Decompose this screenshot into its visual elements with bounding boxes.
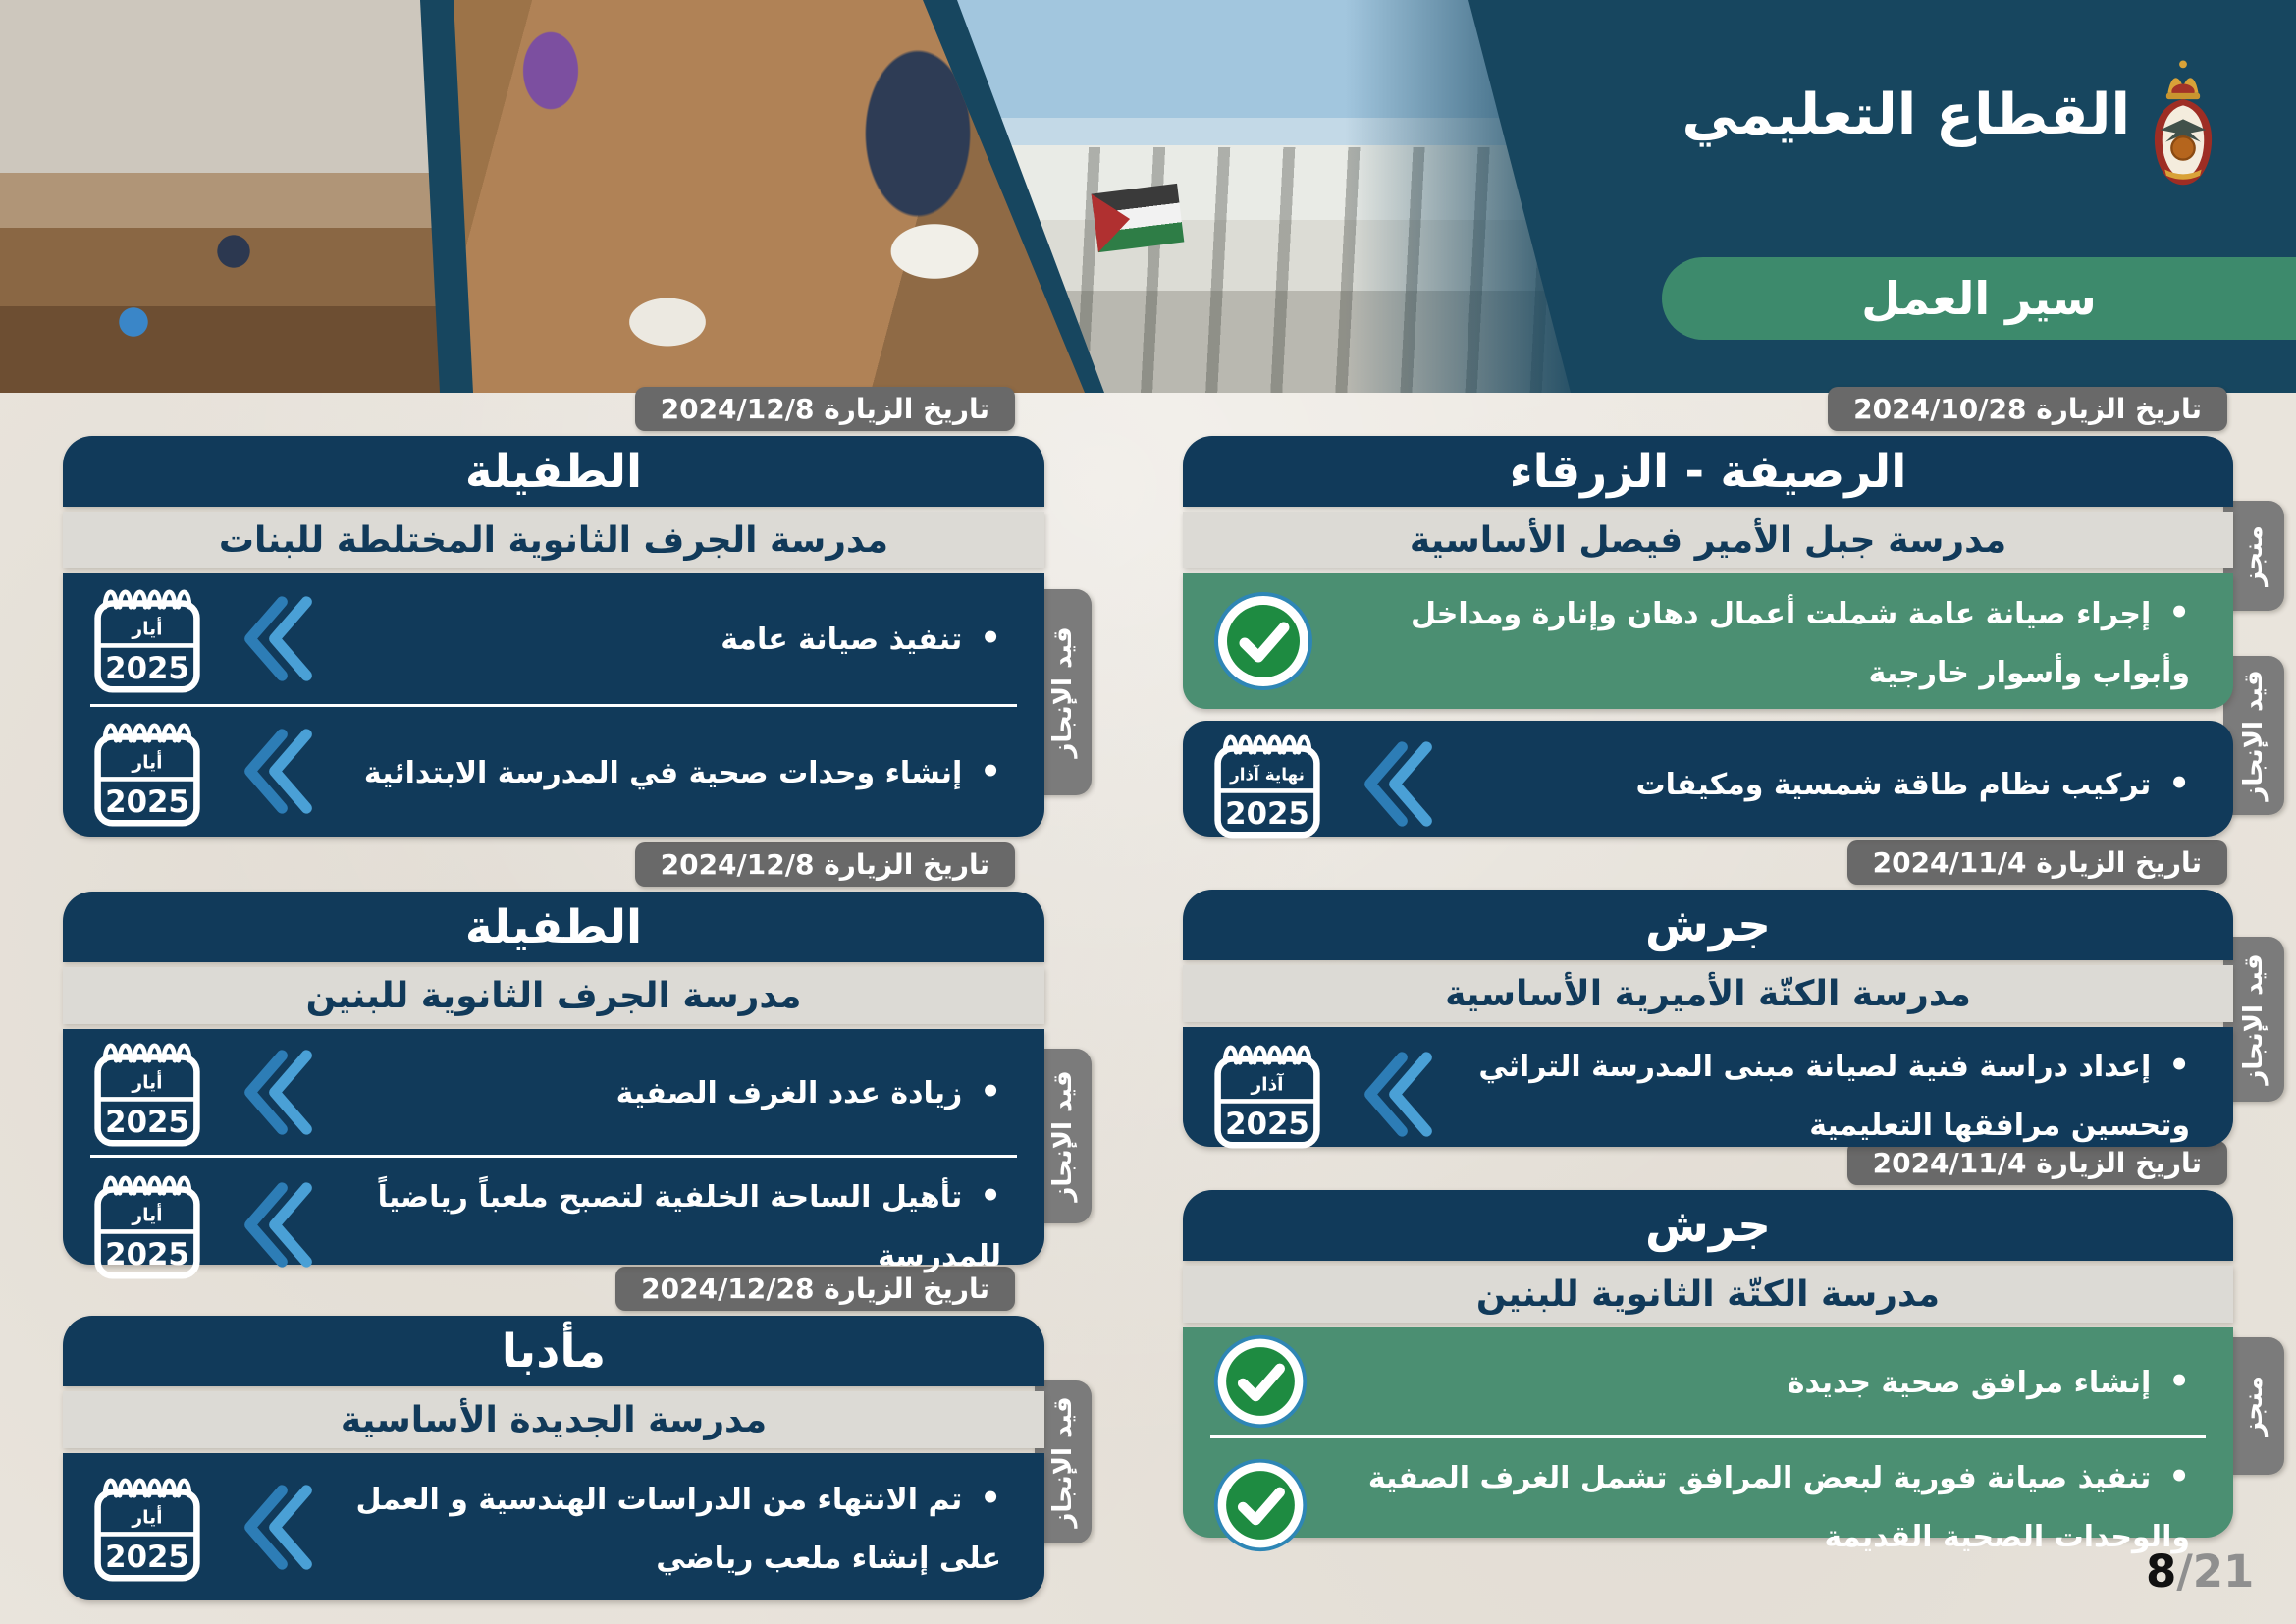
- card-city-title: الرصيفة - الزرقاء: [1183, 436, 2233, 507]
- visit-date-badge: تاريخ الزيارة 2024/11/4: [1847, 840, 2227, 885]
- school-card-jerash-secondary: [1183, 1147, 2269, 1555]
- check-circle-icon: [1212, 1457, 1308, 1553]
- task-text: •تنفيذ صيانة عامة: [721, 619, 1001, 659]
- svg-text:2025: 2025: [105, 1237, 189, 1273]
- double-chevron-icon: [238, 1481, 314, 1574]
- double-chevron-icon: [238, 725, 314, 818]
- bullet: •: [2168, 1046, 2190, 1085]
- calendar-icon: [92, 715, 202, 829]
- task-text: •تأهيل الساحة الخلفية لتصبح ملعباً رياضياً للمدرسة: [377, 1176, 1001, 1274]
- task-text: •إعداد دراسة فنية لصيانة مبنى المدرسة التراثي وتحسين مرافقها التعليمية: [1478, 1046, 2190, 1144]
- card-city-title: جرش: [1183, 890, 2233, 960]
- page-current: 8: [2146, 1545, 2177, 1597]
- status-tab-in-progress: قيد الإنجاز: [1035, 1049, 1092, 1223]
- status-tab-in-progress: قيد الإنجاز: [1035, 1380, 1092, 1543]
- task-text: •تنفيذ صيانة فورية لبعض المرافق تشمل الغرف الصفية والوحدات الصحية القديمة: [1367, 1457, 2190, 1555]
- visit-date-badge: تاريخ الزيارة 2024/12/8: [635, 387, 1015, 431]
- task-row: [63, 1453, 1044, 1600]
- task-row: [1183, 1438, 2233, 1573]
- task-text: •إنشاء وحدات صحية في المدرسة الابتدائية: [363, 751, 1001, 791]
- calendar-icon: [92, 1035, 202, 1149]
- svg-text:آذار: آذار: [1251, 1074, 1284, 1096]
- svg-text:2025: 2025: [1225, 796, 1309, 833]
- check-circle-icon: [1212, 590, 1314, 692]
- card-school-name: مدرسة الجرف الثانوية للبنين: [63, 967, 1044, 1024]
- task-row: [1183, 1327, 2233, 1435]
- bullet: •: [2168, 763, 2190, 803]
- status-tab-done: منجز: [2223, 1337, 2284, 1475]
- svg-text:أيار: أيار: [132, 1205, 163, 1226]
- svg-text:2025: 2025: [105, 651, 189, 687]
- svg-text:2025: 2025: [105, 1540, 189, 1576]
- school-card-jerash-amiriya: [1183, 846, 2269, 1147]
- task-text: •إجراء صيانة عامة شملت أعمال دهان وإنارة ومداخل وأبواب وأسوار خارجية: [1410, 592, 2190, 690]
- in-progress-task-section: [1183, 721, 2233, 837]
- school-card-rusaifa-zarqa: [1183, 393, 2269, 837]
- svg-text:أيار: أيار: [132, 1507, 163, 1529]
- page-title: القطاع التعليمي: [1682, 82, 2130, 147]
- task-row: [63, 1029, 1044, 1155]
- bullet: •: [980, 619, 1001, 659]
- school-card-tafileh-girls: [63, 393, 1078, 837]
- calendar-icon: [92, 1470, 202, 1584]
- in-progress-task-section: [63, 573, 1044, 837]
- task-row: [63, 573, 1044, 704]
- card-school-name: مدرسة الكتّة الثانوية للبنين: [1183, 1266, 2233, 1323]
- task-text: •تركيب نظام طاقة شمسية ومكيفات: [1635, 763, 2190, 803]
- task-row: [1183, 573, 2233, 709]
- card-school-name: مدرسة الكتّة الأميرية الأساسية: [1183, 965, 2233, 1022]
- double-chevron-icon: [1358, 1048, 1434, 1141]
- double-chevron-icon: [1358, 737, 1434, 831]
- calendar-icon: [1212, 1037, 1322, 1151]
- status-tab-done: منجز: [2223, 501, 2284, 611]
- check-circle-icon: [1212, 1333, 1308, 1430]
- jordan-flag: [1092, 184, 1185, 252]
- card-school-name: مدرسة الجرف الثانوية المختلطة للبنات: [63, 512, 1044, 568]
- calendar-icon: [92, 1167, 202, 1281]
- bullet: •: [980, 751, 1001, 791]
- status-tab-in-progress: قيد الإنجاز: [1035, 589, 1092, 795]
- in-progress-task-section: [63, 1029, 1044, 1274]
- svg-text:أيار: أيار: [132, 1072, 163, 1094]
- task-row: [63, 1158, 1044, 1292]
- school-card-tafileh-boys: [63, 848, 1078, 1274]
- task-row: [63, 707, 1044, 838]
- card-school-name: مدرسة جبل الأمير فيصل الأساسية: [1183, 512, 2233, 568]
- svg-text:2025: 2025: [105, 784, 189, 820]
- task-row: [1183, 1027, 2233, 1162]
- visit-date-badge: تاريخ الزيارة 2024/11/4: [1847, 1141, 2227, 1185]
- task-row: [1183, 721, 2233, 846]
- card-school-name: مدرسة الجديدة الأساسية: [63, 1391, 1044, 1448]
- task-text: •تم الانتهاء من الدراسات الهندسية و العمل على إنشاء ملعب رياضي: [355, 1478, 1001, 1576]
- in-progress-task-section: [63, 1453, 1044, 1600]
- in-progress-task-section: [1183, 1027, 2233, 1147]
- bullet: •: [980, 1071, 1001, 1111]
- card-city-title: جرش: [1183, 1190, 2233, 1261]
- svg-text:أيار: أيار: [132, 752, 163, 774]
- visit-date-badge: تاريخ الزيارة 2024/12/8: [635, 842, 1015, 887]
- bullet: •: [980, 1176, 1001, 1216]
- work-progress-pill: سير العمل: [1662, 257, 2296, 340]
- visit-date-badge: تاريخ الزيارة 2024/10/28: [1828, 387, 2227, 431]
- svg-text:2025: 2025: [1225, 1107, 1309, 1143]
- photo-fade-overlay: [1345, 0, 1620, 393]
- completed-task-section: [1183, 1327, 2233, 1555]
- card-city-title: الطفيلة: [63, 892, 1044, 962]
- visit-date-badge: تاريخ الزيارة 2024/12/28: [615, 1267, 1015, 1311]
- status-tab-in-progress: قيد الإنجاز: [2223, 656, 2284, 815]
- bullet: •: [2168, 1361, 2190, 1401]
- bullet: •: [2168, 1457, 2190, 1496]
- card-city-title: مأدبا: [63, 1316, 1044, 1386]
- double-chevron-icon: [238, 1046, 314, 1139]
- calendar-icon: [92, 581, 202, 695]
- completed-task-section: [1183, 573, 2233, 709]
- page-total: /21: [2176, 1545, 2255, 1597]
- bullet: •: [2168, 592, 2190, 632]
- jordan-coat-of-arms-icon: [2145, 55, 2221, 192]
- header-band: [0, 0, 2296, 393]
- svg-text:نهاية آذار: نهاية آذار: [1230, 764, 1305, 785]
- svg-text:2025: 2025: [105, 1105, 189, 1141]
- svg-text:أيار: أيار: [132, 619, 163, 640]
- status-tab-in-progress: قيد الإنجاز: [2223, 937, 2284, 1102]
- task-text: •زيادة عدد الغرف الصفية: [615, 1071, 1001, 1111]
- card-city-title: الطفيلة: [63, 436, 1044, 507]
- bullet: •: [980, 1478, 1001, 1518]
- school-card-madaba: [63, 1272, 1078, 1600]
- double-chevron-icon: [238, 1178, 314, 1272]
- double-chevron-icon: [238, 592, 314, 685]
- task-text: •إنشاء مرافق صحية جديدة: [1787, 1361, 2190, 1401]
- calendar-icon: [1212, 727, 1322, 840]
